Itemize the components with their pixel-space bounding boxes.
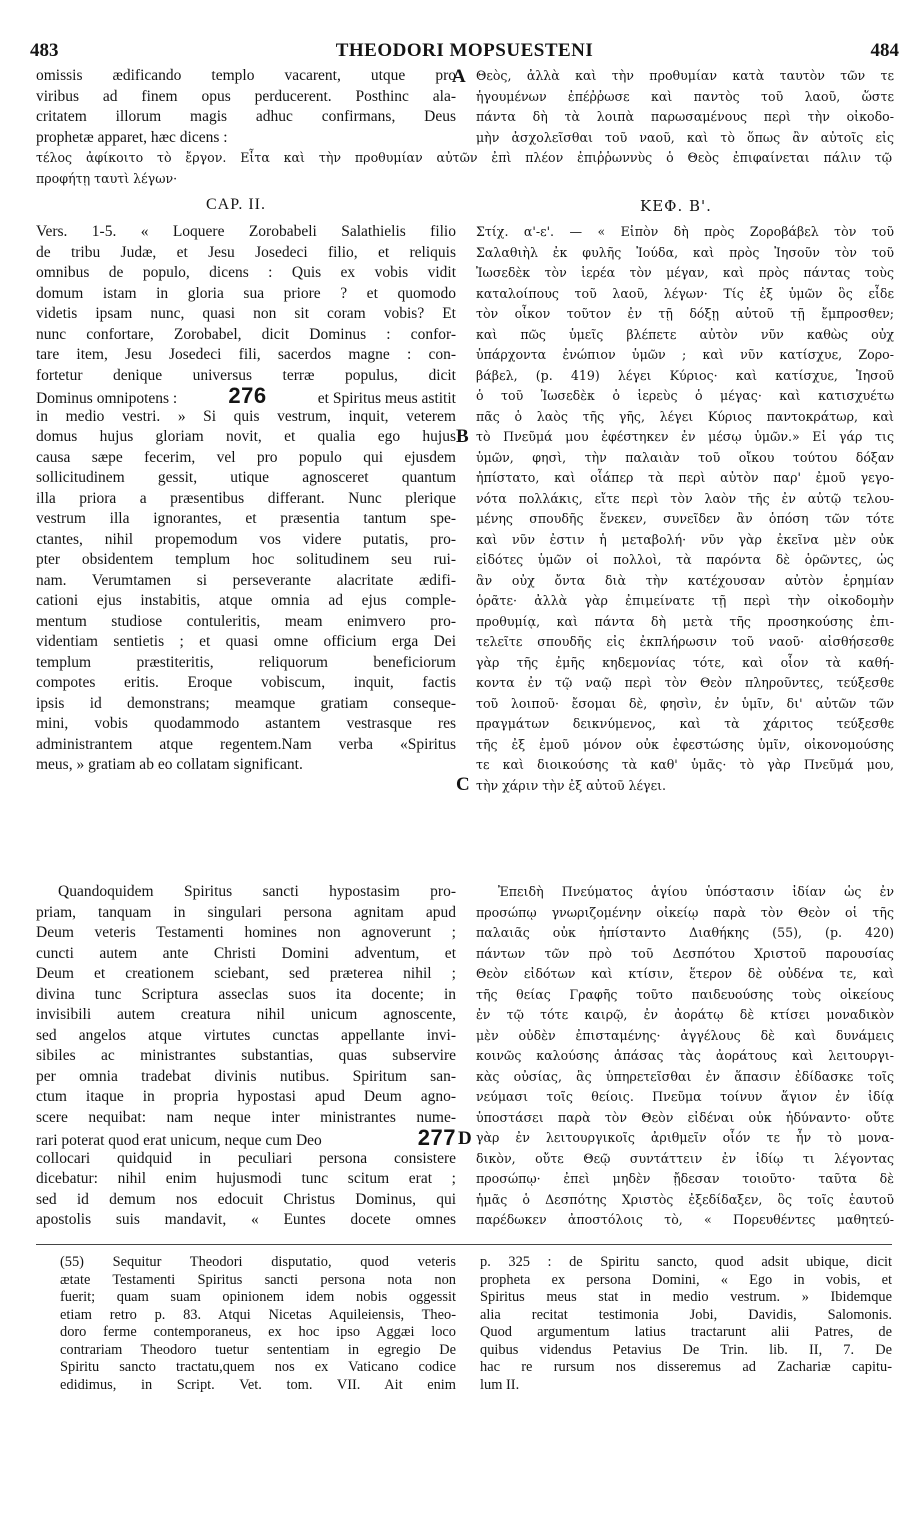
greek-line: μένης σπουδῆς ἕνεκεν, συνεῖδεν ἂν ὁπόση τῶν τότε (476, 511, 894, 526)
greek-line: τέλος ἀφίκοιτο τὸ ἔργον. Εἶτα καὶ τὴν προθυμίαν αὐτῶν ἐπὶ πλέον ἐπιῤῥωννὺς ὁ Θεὸς ἐπιφαίνεται πάλιν τῷ (36, 150, 892, 165)
margin-marker-c: C (456, 774, 470, 795)
latin-line: vestrum illa ignorantes, et præsentia tantum spe- (36, 510, 456, 527)
greek-line: γὰρ τῆς ἐμῆς κηδεμονίας τότε, καὶ οἷον τὰ καθή- (476, 654, 894, 670)
chapter-heading-latin: CAP. II. (206, 196, 267, 213)
page-number-277: 277 (417, 1128, 456, 1149)
margin-marker-a: A (452, 66, 466, 87)
greek-line: πᾶς ὁ λαὸς τῆς γῆς, λέγει Κύριος παντοκράτωρ, καὶ (476, 408, 894, 424)
latin-line: scere nequibat: nam neque inter ministrantes nume- (36, 1108, 456, 1126)
latin-line: ctantes, nihil propemodum vos videre putatis, pro- (36, 530, 456, 548)
footnote-line: Quod argumentum latius tractarunt alii Patres, de (480, 1324, 892, 1340)
latin-line: dicebatur: nihil enim hujusmodi tunc scitum erat ; (36, 1170, 456, 1187)
greek-line: τὸν οἶκον τοῦτον ἐν τῇ δόξῃ αὐτοῦ τῇ ἔμπροσθεν; (476, 306, 894, 321)
greek-line: ὁρᾶτε· ἀλλὰ γὰρ ἐπιμείνατε τῇ περὶ τὴν οἰκοδομὴν (476, 593, 894, 608)
greek-line: τῆς θείας Γραφῆς τοῦτο παιδευούσης τοὺς οἰκείους (476, 986, 894, 1002)
latin-line: sibiles ac ministrantes substantias, quas subservire (36, 1047, 456, 1064)
footnote-line: edidimus, in Script. Vet. tom. VII. Ait enim (60, 1376, 456, 1393)
greek-line: δικὸν, οὔτε Θεῷ συντάττειν ἐν ἰδίῳ τι λέγοντας (476, 1150, 894, 1166)
greek-line: Ἰωσεδὲκ τὸν ἱερέα τὸν μέγαν, καὶ πρὸς πάντας τοὺς (476, 265, 894, 280)
footnote-line: Spiritu sancto tractatu,quem nos ex Vaticano codice (60, 1359, 456, 1375)
greek-line: νεύμασι τοῖς θείοις. Πνεῦμα τοίνυν ἅγιον ἐν ἰδίᾳ (476, 1089, 894, 1104)
latin-line: nam. Verumtamen si perseverante alacritate ædifi- (36, 571, 456, 589)
latin-line: compotes eritis. Eroque vobiscum, inquit, factis (36, 674, 456, 691)
greek-line: νότα πολλάκις, εἴτε περὶ τὸν λαὸν τῆς ἐν αὐτῷ τελου- (476, 490, 894, 506)
latin-line: in medio vestri. » Si quis vestrum, inquit, veterem (36, 407, 456, 425)
greek-line: τε καὶ διοικούσης τὰ καθ' ὑμᾶς· τὸ γὰρ Πνεῦμά μου, (476, 757, 894, 772)
greek-line: ἡμᾶς ὁ Δεσπότης Χριστὸς ἐξεδίδαξεν, ὃς τοῖς ἑαυτοῦ (476, 1191, 894, 1207)
latin-line: Quandoquidem Spiritus sancti hypostasim pro- (58, 883, 456, 900)
greek-main-column (476, 222, 894, 796)
greek-line: κοινῶς καλούσης ἁπάσας τὰς ἀοράτους καὶ λειτουργι- (476, 1048, 894, 1063)
latin-line: domus hujus gloriam novit, et qualia ego hujus (36, 428, 456, 445)
latin-line: templum præstiteritis, reliquorum beneficiorum (36, 653, 456, 671)
greek-line: τελεῖτε σπουδῆς εἰς ἐκπλήρωσιν τοῦ ναοῦ· αἰσθήσεσθε (476, 634, 894, 649)
latin-line: mini, vobis quodammodo astantem vestrasque res (36, 715, 456, 732)
latin-line: priam, tanquam in singulari persona agnitam apud (36, 903, 456, 921)
right-page-number: 484 (870, 40, 899, 61)
latin-line: per omnia tradebat divinis nutibus. Spiritum san- (36, 1067, 456, 1085)
footnote-separator (36, 1244, 892, 1245)
latin-line: fortetur denique universus terræ populus, dicit (36, 366, 456, 384)
latin-line: viribus ad finem opus perducerent. Posthinc ala- (36, 87, 456, 105)
greek-line: τὴν χάριν τὴν ἐξ αὐτοῦ λέγει. (476, 777, 667, 793)
greek-line: Ἐπειδὴ Πνεύματος ἁγίου ὑπόστασιν ἰδίαν ὡς ἐν (498, 884, 894, 899)
greek-line: προσώπῳ· ἐπεὶ μηδὲν ᾔδεσαν τοιοῦτο· ταῦτα δὲ (476, 1171, 894, 1186)
latin-line: mentum studiose contuleritis, meam enimvero pro- (36, 612, 456, 630)
latin-line: sed angelos atque virtutes cunctas appellante invi- (36, 1026, 456, 1044)
greek-line: Θεὸς, ἀλλὰ καὶ τὴν προθυμίαν κατὰ ταυτὸν τῶν τε (476, 68, 894, 83)
greek-line: ὑπάρχοντα ἐνώπιον ὑμῶν ; καὶ νῦν κατίσχυε, Ζορο- (476, 347, 894, 362)
margin-marker-d: D (458, 1128, 472, 1149)
latin-line: causa sæpe fecerim, vel pro populo qui ejusdem (36, 448, 456, 466)
greek-line: ἠπίστατο, καὶ οἷάπερ τὰ περὶ αὐτὸν παρ' ἐμοῦ γεγο- (476, 470, 894, 485)
running-title: THEODORI MOPSUESTENI (335, 40, 594, 61)
margin-marker-b: B (456, 426, 469, 447)
latin-line: cationi ejus instabitis, atque omnia ad ejus comple- (36, 592, 456, 609)
greek-line: βάβελ, (p. 419) λέγει Κύριος· καὶ κατίσχυε, Ἰησοῦ (476, 367, 894, 383)
greek-line: τοῦ λοιποῦ· ἔσομαι δὲ, φησὶν, ἐν ὑμῖν, δι' αὐτῶν τῶν (476, 695, 894, 711)
greek-top-paragraph (476, 66, 894, 148)
greek-line: προσώπῳ γνωριζομένην οἰκείῳ παρὰ τὸν Θεὸν οἱ τῆς (476, 904, 894, 920)
greek-line: τὸ Πνεῦμά μου ἐφέστηκεν ἐν μέσῳ ὑμῶν.» Εἰ γάρ τις (476, 429, 894, 444)
latin-line-part: et Spiritus meus astitit (317, 390, 456, 407)
footnote-line: (55) Sequitur Theodori disputatio, quod veteris (60, 1254, 456, 1270)
latin-line: illa priora a præsentibus differant. Nunc plerique (36, 489, 456, 507)
greek-line: πάντων τῶν πρὸ τοῦ Δεσπότου Χριστοῦ παρουσίας (476, 945, 894, 961)
greek-line: Θεὸν εἰδότων καὶ κτίσιν, ἕτερον δὲ οὐδένα τε, καὶ (476, 966, 894, 981)
latin-line: videntiam sentietis ; et quasi omne officium erga Dei (36, 633, 456, 650)
greek-line: ἂν οὐχ ὄντα διὰ τὴν κατέχουσαν αὐτὸν ἐρημίαν (476, 572, 894, 588)
latin-line: sed id demum nos edocuit Christus Dominus, qui (36, 1190, 456, 1208)
latin-line-part: rari poterat quod erat unicum, neque cum Deo (36, 1132, 322, 1149)
greek-line: προφήτῃ ταυτὶ λέγων· (36, 170, 178, 186)
greek-line: πάντα δὴ τὰ λοιπὰ παρωσαμένους περὶ τὴν οἰκοδο- (476, 109, 894, 124)
latin-main-column (36, 222, 456, 776)
chapter-heading-greek: ΚΕΦ. Β'. (640, 197, 712, 215)
latin-line: ctum itaque in propria hypostasi apud Deum agno- (36, 1088, 456, 1105)
latin-line-part: Dominus omnipotens : (36, 390, 178, 407)
latin-line: de tribu Judæ, et Jesu Josedeci filio, et reliquis (36, 243, 456, 261)
footnote-line: lum II. (480, 1376, 520, 1393)
greek-line: ὁ τοῦ Ἰωσεδὲκ ὁ ἱερεὺς ὁ μέγας· καὶ κατισχυέτω (476, 388, 894, 403)
greek-second-paragraph (476, 882, 894, 1231)
footnote-line: doro ferme contemporaneus, ex hoc ipso Aggæi loco (60, 1324, 456, 1340)
greek-spanning-lines (36, 148, 892, 189)
latin-line: domum istam in gloria sua priore ? et quomodo (36, 284, 456, 302)
latin-line: nunc confortare, Zorobabel, dicit Dominus : confor- (36, 325, 456, 343)
latin-line: critatem illorum magis adhuc confirmans, Deus (36, 108, 456, 125)
footnote-line: alia recitat testimonia Jobi, Davidis, Salomonis. (480, 1306, 892, 1323)
greek-line: καὶ πῶς ὑμεῖς βλέπετε αὐτὸν νῦν καθὼς οὐχ (476, 326, 894, 342)
greek-line: ὑποστάσει παρὰ τὸν Θεὸν εἰδέναι οὐκ ἠδύναντο· οὔτε (476, 1109, 894, 1125)
latin-line: cuncti autem ante Christi Domini adventum, et (36, 944, 456, 962)
greek-line: τῆς ἐξ ἐμοῦ μόνον οὐκ ἐφεστώσης ὑμῖν, οἰκονομούσης (476, 736, 894, 752)
footnote-line: etiam retro p. 83. Atqui Nicetas Aquileiensis, Theo- (60, 1306, 456, 1323)
greek-line: Στίχ. α'-ε'. — « Εἰπὸν δὴ πρὸς Ζοροβάβελ τὸν τοῦ (476, 224, 894, 239)
latin-line: administrantem atque regentem.Nam verba «Spiritus (36, 735, 456, 753)
greek-line: καταλοίπους τοῦ λαοῦ, λέγων· Τίς ἐξ ὑμῶν ὃς εἶδε (476, 285, 894, 301)
latin-line: prophetæ apparet, hæc dicens : (36, 128, 228, 146)
page-number-276: 276 (228, 386, 267, 407)
latin-line: collocari quidquid in peculiari persona consistere (36, 1149, 456, 1167)
latin-line: videtis ipsam nunc, quasi non sit coram vobis? Et (36, 305, 456, 322)
greek-line: μὴν ἀσχολεῖσθαι τοῦ ναοῦ, καὶ τὸ ὅπως ἂν αὐτοῖς εἰς (476, 129, 894, 145)
latin-line: Deum et creationem sciebant, sed præterea nihil ; (36, 965, 456, 982)
greek-line: κὰς οὐσίας, ἃς ὑπηρετεῖσθαι ἐν ἅπασιν ἐδίδασκε τοῖς (476, 1068, 894, 1084)
latin-line: apostolis suis mandavit, « Euntes docete omnes (36, 1211, 456, 1228)
footnote-line: hac re rursum nos disseremus ad Zachariæ capitu- (480, 1359, 892, 1375)
footnote-55 (60, 1254, 456, 1394)
greek-line: καὶ νῦν ἐστιν ἡ μεταβολή· νῦν γὰρ ἐκεῖνα μὲν οὐκ (476, 531, 894, 547)
latin-line: ipsis id demonstrans; meamque gratiam conseque- (36, 694, 456, 712)
latin-line: omnibus de populo, dicens : Quis ex vobis vidit (36, 264, 456, 281)
greek-line: εἰδότες ὑμῶν οἱ πολλοὶ, τὰ παρόντα δὲ ὁρῶντες, ὡς (476, 552, 894, 567)
footnote-line: p. 325 : de Spiritu sancto, quod adsit ubique, dicit (480, 1254, 892, 1270)
greek-line: πραγμάτων δεικνύμενος, καὶ τὰ χάριτος τεύξεσθε (476, 716, 894, 731)
latin-line (36, 1128, 456, 1149)
latin-line: Vers. 1-5. « Loquere Zorobabeli Salathielis filio (36, 223, 456, 240)
footnote-line: ætate Testamenti Spiritus sancti persona nota non (60, 1271, 456, 1288)
latin-line: pter obsidentem templum hoc solitudinem seu rui- (36, 551, 456, 568)
latin-line (36, 386, 456, 407)
greek-line: ἡγουμένων ἐπέῤῥωσε καὶ παντὸς τοῦ λαοῦ, ὥστε (476, 88, 894, 104)
greek-line: κοντα ἐν τῷ ναῷ περὶ τὸν Θεὸν πληροῦντες, τεύξεσθε (476, 675, 894, 690)
left-page-number: 483 (30, 40, 59, 61)
latin-line: sollicitudinem gessit, utique agnosceret quantum (36, 469, 456, 486)
latin-line: divina tunc Scriptura asseclas suos ita docente; in (36, 985, 456, 1003)
latin-line: Deum veteris Testamenti homines non agnoverunt ; (36, 924, 456, 941)
latin-top-paragraph (36, 66, 456, 148)
greek-line: γὰρ ἐν λειτουργικοῖς ἀριθμεῖν οἷόν τε ἦν τὸ μονα- (476, 1130, 894, 1145)
footnote-55-continued (480, 1254, 892, 1394)
greek-line: μὲν οὐδὲν ἐπισταμένης· ἀγγέλους δὲ καὶ δυνάμεις (476, 1027, 894, 1043)
greek-line: ἐν τῷ τότε καιρῷ, ἐν ἀοράτῳ δὲ κτίσει μοναδικὸν (476, 1007, 894, 1022)
footnote-line: quibus videndus Petavius De Trin. lib. II, 7. De (480, 1341, 892, 1358)
latin-second-paragraph (36, 882, 456, 1231)
latin-line: meus, » gratiam ab eo collatam significant. (36, 756, 303, 773)
greek-line: ὑμῶν, φησὶ, τὴν παλαιὰν τοῦ οἴκου τούτου δόξαν (476, 449, 894, 465)
footnote-line: propheta ex persona Domini, « Ego in vobis, et (480, 1271, 892, 1288)
latin-line: omissis ædificando templo vacarent, utque pro (36, 67, 456, 84)
latin-line: invisibili autem creatura nihil unicum agnoscente, (36, 1006, 456, 1023)
running-header (30, 40, 899, 64)
greek-line: προθυμίᾳ, καὶ πάντα δὴ μετὰ τῆς προσηκούσης ἐπι- (476, 613, 894, 629)
greek-line: παρέδωκεν ἀποστόλοις τὸ, « Πορευθέντες μαθητεύ- (476, 1212, 894, 1227)
footnote-line: contrariam Theodoro tuetur sententiam in egregio De (60, 1341, 456, 1358)
footnote-line: fuerit; quam suam opinionem idem nobis oggessit (60, 1289, 456, 1305)
greek-line: Σαλαθιὴλ ἐκ φυλῆς Ἰούδα, καὶ πρὸς Ἰησοῦν τὸν τοῦ (476, 244, 894, 260)
footnote-line: Spiritus meus stat in medio vestrum. » Ibidemque (480, 1289, 892, 1305)
greek-line: παλαιᾶς οὐκ ἠπίσταντο Διαθήκης (55), (p. 420) (476, 925, 894, 940)
latin-line: tare item, Jesu Josedeci fili, sacerdos magne : con- (36, 346, 456, 363)
